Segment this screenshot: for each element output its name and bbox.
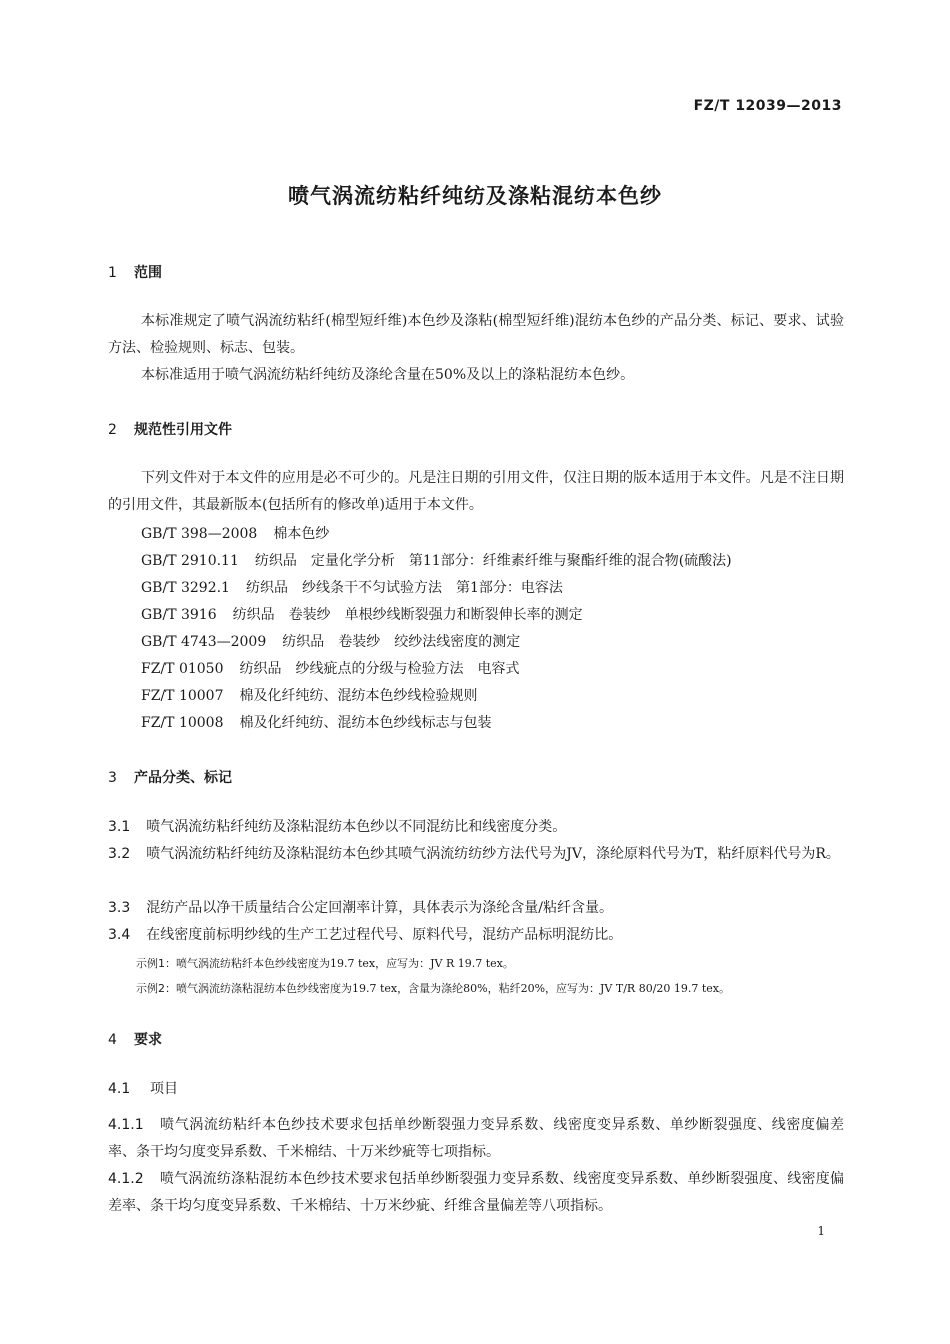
- clause-4-1-1: [108, 1112, 844, 1166]
- clause-text: 混纺产品以净干质量结合公定回潮率计算，具体表示为涤纶含量/粘纤含量。: [146, 900, 613, 916]
- reference-code: FZ/T 01050: [141, 661, 224, 677]
- example-label: 示例1：: [136, 957, 176, 970]
- clause-text: 喷气涡流纺粘纤本色纱技术要求包括单纱断裂强力变异系数、线密度变异系数、单纱断裂强度、线密度偏差率、条干均匀度变异系数、千米棉结、十万米纱疵等七项指标。: [108, 1117, 844, 1160]
- clause-number: 4.1.1: [108, 1117, 144, 1133]
- clause-3-2: [108, 841, 844, 868]
- example-1: [136, 955, 514, 971]
- section-3-heading: [108, 767, 232, 787]
- clause-4-1-2: [108, 1166, 844, 1220]
- reference-code: FZ/T 10008: [141, 715, 224, 731]
- reference-code: GB/T 3292.1: [141, 580, 230, 596]
- reference-item: [141, 578, 563, 598]
- section-number: 4: [108, 1032, 117, 1048]
- reference-item: [141, 659, 519, 679]
- section-title: 要求: [134, 1032, 162, 1048]
- reference-title: 棉本色纱: [273, 526, 330, 542]
- clause-number: 3.2: [108, 846, 131, 862]
- reference-item: [141, 713, 491, 733]
- subsection-4-1-heading: [108, 1078, 178, 1098]
- section-2-heading: [108, 419, 232, 439]
- reference-code: FZ/T 10007: [141, 688, 224, 704]
- reference-title: 纺织品 纱线疵点的分级与检验方法 电容式: [239, 661, 520, 677]
- clause-3-4: [108, 922, 844, 949]
- clause-number: 3.1: [108, 819, 131, 835]
- section-1-paragraph-1: 本标准规定了喷气涡流纺粘纤(棉型短纤维)本色纱及涤粘(棉型短纤维)混纺本色纱的产品分类、标记、要求、试验方法、检验规则、标志、包装。: [108, 313, 844, 356]
- reference-title: 棉及化纤纯纺、混纺本色纱线检验规则: [239, 688, 478, 704]
- clause-text: 在线密度前标明纱线的生产工艺过程代号、原料代号，混纺产品标明混纺比。: [146, 927, 623, 943]
- reference-title: 纺织品 纱线条干不匀试验方法 第1部分：电容法: [245, 580, 563, 596]
- reference-code: GB/T 398—2008: [141, 526, 258, 542]
- reference-title: 棉及化纤纯纺、混纺本色纱线标志与包装: [239, 715, 492, 731]
- reference-item: [141, 524, 329, 544]
- section-number: 1: [108, 265, 117, 281]
- clause-text: 喷气涡流纺涤粘混纺本色纱技术要求包括单纱断裂强力变异系数、线密度变异系数、单纱断裂强度、线密度偏差率、条干均匀度变异系数、千米棉结、十万米纱疵、纤维含量偏差等八项指标。: [108, 1171, 844, 1214]
- clause-number: 4.1.2: [108, 1171, 144, 1187]
- reference-code: GB/T 4743—2009: [141, 634, 267, 650]
- clause-number: 3.4: [108, 927, 131, 943]
- example-text: 喷气涡流纺粘纤本色纱线密度为19.7 tex，应写为：JV R 19.7 tex。: [176, 957, 514, 970]
- example-2: [136, 980, 730, 996]
- section-1-heading: [108, 262, 162, 282]
- section-title: 产品分类、标记: [134, 770, 232, 786]
- section-4-heading: [108, 1029, 162, 1049]
- reference-title: 纺织品 定量化学分析 第11部分：纤维素纤维与聚酯纤维的混合物(硫酸法): [254, 553, 732, 569]
- reference-item: [141, 605, 583, 625]
- section-number: 2: [108, 422, 117, 438]
- reference-code: GB/T 2910.11: [141, 553, 239, 569]
- clause-3-1: [108, 814, 844, 841]
- reference-item: [141, 686, 477, 706]
- subsection-title: 项目: [150, 1081, 178, 1097]
- example-label: 示例2：: [136, 982, 176, 995]
- clause-text: 喷气涡流纺粘纤纯纺及涤粘混纺本色纱以不同混纺比和线密度分类。: [146, 819, 567, 835]
- reference-title: 纺织品 卷装纱 绞纱法线密度的测定: [282, 634, 521, 650]
- clause-3-3: [108, 895, 844, 922]
- reference-item: [141, 632, 520, 652]
- example-text: 喷气涡流纺涤粘混纺本色纱线密度为19.7 tex，含量为涤纶80%，粘纤20%，应写为：JV T/R 80/20 19.7 tex。: [176, 982, 731, 995]
- standard-code: FZ/T 12039—2013: [693, 98, 842, 114]
- section-2-intro: 下列文件对于本文件的应用是必不可少的。凡是注日期的引用文件，仅注日期的版本适用于本文件。凡是不注日期的引用文件，其最新版本(包括所有的修改单)适用于本文件。: [108, 470, 844, 513]
- subsection-number: 4.1: [108, 1081, 131, 1097]
- reference-title: 纺织品 卷装纱 单根纱线断裂强力和断裂伸长率的测定: [232, 607, 583, 623]
- document-title: 喷气涡流纺粘纤纯纺及涤粘混纺本色纱: [288, 184, 662, 208]
- section-1-paragraph-2: 本标准适用于喷气涡流纺粘纤纯纺及涤纶含量在50%及以上的涤粘混纺本色纱。: [141, 367, 635, 383]
- page-number: 1: [817, 1224, 825, 1238]
- reference-item: [141, 551, 732, 571]
- clause-text: 喷气涡流纺粘纤纯纺及涤粘混纺本色纱其喷气涡流纺纺纱方法代号为JV，涤纶原料代号为T，粘纤原料代号为R。: [146, 846, 840, 862]
- section-title: 规范性引用文件: [134, 422, 232, 438]
- clause-number: 3.3: [108, 900, 131, 916]
- reference-code: GB/T 3916: [141, 607, 217, 623]
- section-number: 3: [108, 770, 117, 786]
- section-title: 范围: [134, 265, 162, 281]
